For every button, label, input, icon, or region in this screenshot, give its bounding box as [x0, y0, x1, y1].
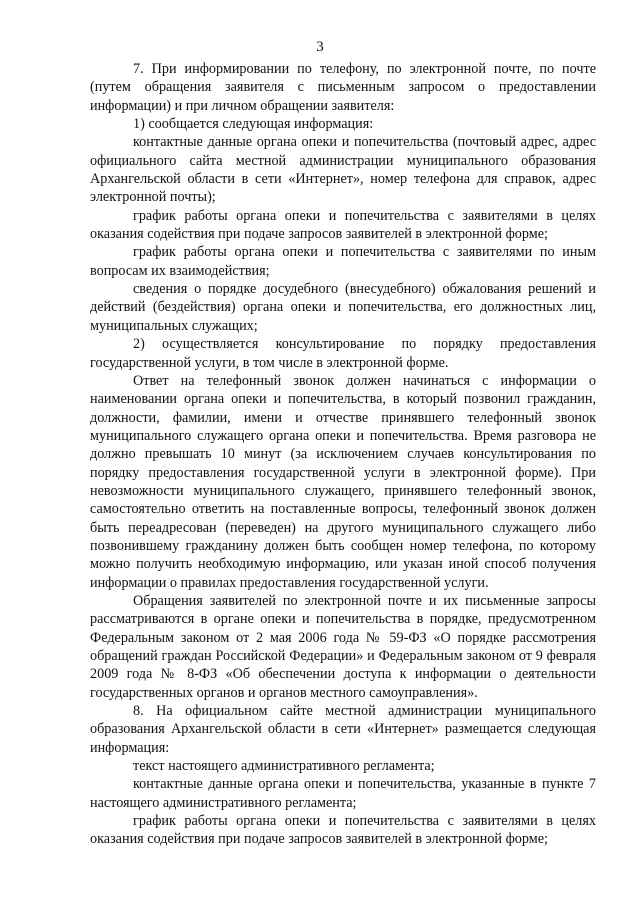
- paragraph-phone-answer: Ответ на телефонный звонок должен начинаться с информации о наименовании органа опеки и попечительства, в который позвонил гражданин, должности, фамилии, имени и отчестве принявшего телефонный звонок муниципального служащего органа опеки и попечительства. Время разговора не должно превышать 10 минут (за исключением случаев консультирования по порядку предоставления государственной услуги в электронной форме). При невозможности муниципального служащего, принявшего телефонный звонок, самостоятельно ответить на поставленные вопросы, телефонный звонок должен быть переадресован (переведен) на другого муниципального служащего либо позвонившему гражданину должен быть сообщен номер телефона, по которому можно получить необходимую информацию, или указан иной способ получения информации о правилах предоставления государственной услуги.: [90, 372, 596, 591]
- paragraph-schedule-electronic-2: график работы органа опеки и попечительства с заявителями в целях оказания содействия при подаче запросов заявителей в электронной форме;: [90, 813, 596, 848]
- paragraph-schedule-other: график работы органа опеки и попечительства с заявителями по иным вопросам их взаимодействия;: [90, 244, 596, 279]
- paragraph-subitem-1: 1) сообщается следующая информация:: [133, 116, 374, 133]
- paragraph-item7-intro: 7. При информировании по телефону, по электронной почте, по почте (путем обращения заявителя с письменным запросом о предоставлении информации) и при личном обращении заявителя:: [90, 61, 596, 114]
- paragraph-schedule-electronic: график работы органа опеки и попечительства с заявителями в целях оказания содействия при подаче запросов заявителей в электронной форме;: [90, 207, 596, 243]
- paragraph-contact-data-ref: контактные данные органа опеки и попечительства, указанные в пункте 7 настоящего административного регламента;: [90, 776, 596, 811]
- paragraph-item8-intro: 8. На официальном сайте местной администрации муниципального образования Архангельской области в сети «Интернет» размещается следующая информация:: [90, 703, 596, 756]
- page-number: 3: [316, 39, 324, 55]
- paragraph-subitem-2: 2) осуществляется консультирование по порядку предоставления государственной услуги, в том числе в электронной форме.: [90, 336, 596, 371]
- document-body: [90, 60, 596, 849]
- paragraph-contact-data: контактные данные органа опеки и попечительства (почтовый адрес, адрес официального сайта местной администрации муниципального образования Архангельской области в сети «Интернет», номер телефона для справок, адрес электронной почты);: [90, 134, 596, 206]
- paragraph-email-requests: Обращения заявителей по электронной почте и их письменные запросы рассматриваются в органе опеки и попечительства в порядке, предусмотренном Федеральным законом от 2 мая 2006 года № 59-ФЗ «О порядке рассмотрения обращений граждан Российской Федерации» и Федеральным законом от 9 февраля 2009 года № 8-ФЗ «Об обеспечении доступа к информации о деятельности государственных органов и органов местного самоуправления».: [90, 592, 596, 701]
- paragraph-appeal-procedure: сведения о порядке досудебного (внесудебного) обжалования решений и действий (бездействия) органа опеки и попечительства, его должностных лиц, муниципальных служащих;: [90, 281, 596, 334]
- paragraph-regulation-text: текст настоящего административного регламента;: [133, 758, 435, 775]
